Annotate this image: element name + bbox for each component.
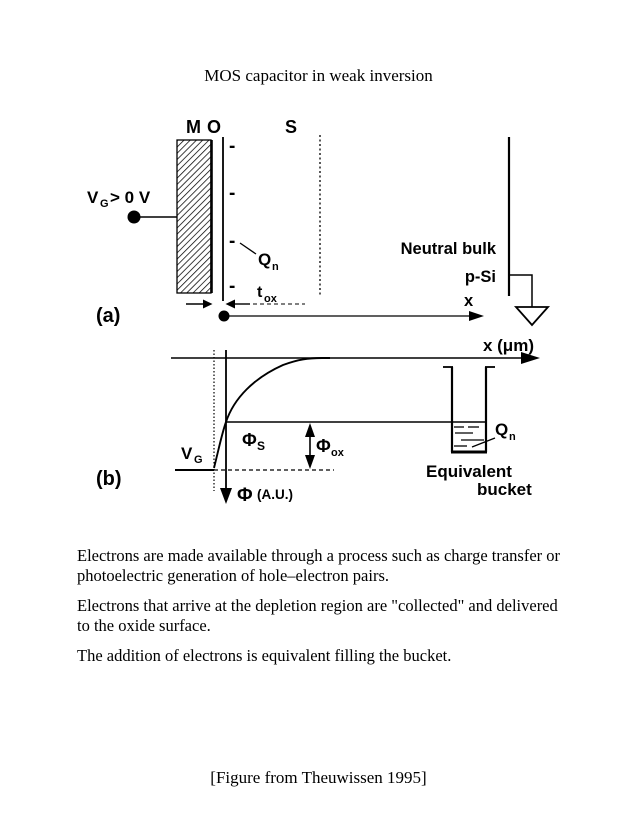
tox-subscript: ox — [264, 293, 277, 305]
oxide-layer-label: O — [207, 117, 222, 137]
p-si-label: p-Si — [464, 268, 496, 286]
vg-subscript-b: G — [194, 454, 203, 466]
qn-label: Q — [258, 250, 272, 269]
x-axis-label-a: x — [464, 292, 474, 310]
bucket-qn-subscript: n — [509, 431, 516, 443]
paragraph-bucket-filling: The addition of electrons is equivalent filling the bucket. — [77, 646, 452, 665]
x-axis-label-b: x (μm) — [482, 336, 534, 355]
page-title: MOS capacitor in weak inversion — [204, 66, 433, 85]
potential-curve — [214, 358, 330, 468]
x-axis-arrowhead-a — [469, 311, 484, 321]
ground-wire — [509, 275, 532, 307]
vg-label-b: V — [181, 444, 193, 463]
phi-ox-arrowhead-down — [305, 455, 315, 469]
neutral-bulk-label: Neutral bulk — [400, 240, 496, 258]
gate-terminal-dot — [128, 211, 141, 224]
phi-s-subscript: S — [257, 439, 266, 453]
phi-ox-label: Φ — [316, 436, 331, 456]
paragraph-charge-generation: Electrons are made available through a process such as charge transfer or photoelectric generation of hole–electron pairs. — [77, 546, 561, 585]
phi-axis-label: Φ — [237, 485, 253, 506]
electron-minus-sign: - — [229, 231, 236, 252]
tox-right-arrowhead — [226, 300, 236, 309]
phi-ox-subscript: ox — [331, 447, 344, 459]
bucket-qn-label: Q — [495, 420, 509, 439]
metal-layer-label: M — [186, 117, 201, 137]
electron-minus-sign: - — [229, 183, 236, 204]
diagram-a — [87, 117, 548, 327]
panel-b-label: (b) — [96, 468, 122, 490]
vg-condition-label: > 0 V — [110, 188, 151, 207]
figure-source-caption: [Figure from Theuwissen 1995] — [210, 768, 427, 787]
diagram-b — [96, 336, 540, 506]
ground-symbol-icon — [516, 307, 548, 325]
phi-axis-units: (A.U.) — [257, 487, 293, 502]
panel-a-label: (a) — [96, 305, 121, 327]
vg-label: V — [87, 188, 99, 207]
qn-pointer-line — [240, 243, 256, 254]
tox-label: t — [257, 284, 263, 301]
electron-minus-sign: - — [229, 276, 236, 297]
equivalent-bucket-caption-line2: bucket — [477, 480, 532, 499]
electron-minus-sign: - — [229, 136, 236, 157]
semiconductor-layer-label: S — [285, 117, 298, 137]
body-text — [77, 546, 573, 677]
equivalent-bucket-caption-line1: Equivalent — [426, 462, 512, 481]
phi-s-label: Φ — [242, 430, 257, 450]
vg-subscript: G — [100, 198, 109, 210]
paragraph-electron-collection: Electrons that arrive at the depletion region are "collected" and delivered to the oxide surface. — [77, 596, 558, 635]
phi-axis-arrowhead — [220, 488, 232, 504]
phi-ox-arrowhead-up — [305, 423, 315, 437]
metal-gate-hatched-rect — [177, 140, 211, 293]
tox-left-arrowhead — [203, 300, 213, 309]
qn-subscript: n — [272, 261, 279, 273]
